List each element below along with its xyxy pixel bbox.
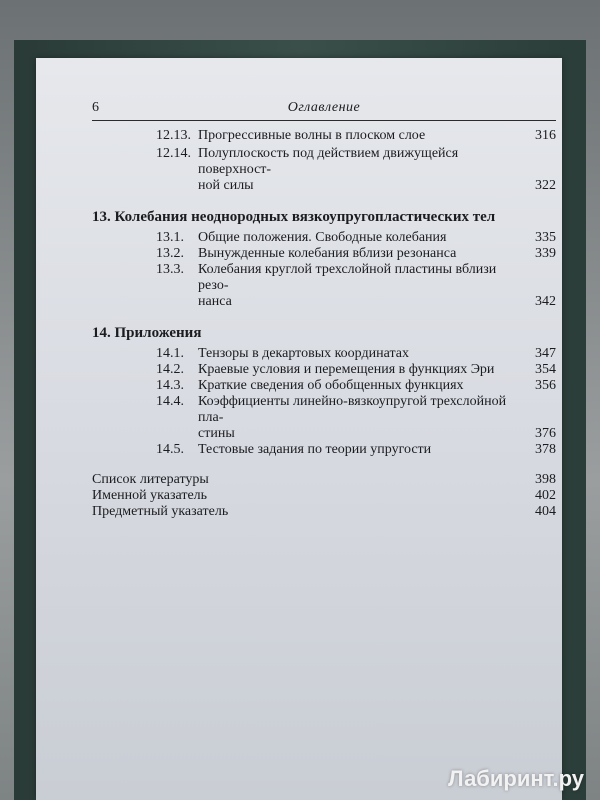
toc-entry-number: 14.5. (156, 442, 184, 457)
toc-entry-bibliography (92, 472, 556, 488)
toc-entry-page: 322 (535, 178, 556, 193)
toc-entry-13-2 (156, 246, 556, 262)
toc-entry-title-line1: Коэффициенты линейно-вязкоупругой трехслойной пла- (198, 394, 507, 425)
toc-entry-title: Именной указатель (92, 488, 208, 503)
toc-entry-14-2 (156, 362, 556, 378)
toc-entry-number: 14.2. (156, 362, 184, 377)
toc-entry-number: 13.3. (156, 262, 184, 277)
toc-entry-title: Предметный указатель (92, 504, 229, 519)
toc-entry-title: Краевые условия и перемещения в функциях Эри (198, 362, 495, 377)
toc-entry-title: Список литературы (92, 472, 209, 487)
toc-entry-page: 354 (535, 362, 556, 377)
toc-entry-subject-index (92, 504, 556, 520)
toc-entry-page: 339 (535, 246, 556, 261)
toc-entry-number: 12.14. (156, 146, 191, 161)
running-title: Оглавление (287, 100, 361, 115)
toc-entry-number: 13.2. (156, 246, 184, 261)
chapter-14-heading (92, 324, 556, 342)
toc-entry-title: Прогрессивные волны в плоском слое (198, 128, 426, 143)
toc-entry-number: 14.4. (156, 394, 184, 409)
toc-entry-page: 347 (535, 346, 556, 361)
toc-entry-page: 402 (535, 488, 556, 503)
toc-entry-page: 398 (535, 472, 556, 487)
toc-entry-title-line2: нанса (198, 294, 232, 309)
toc-entry-title-line2: стины (198, 426, 235, 441)
labirint-watermark (448, 766, 584, 792)
toc-entry-title-line2: ной силы (198, 178, 254, 193)
toc-entry-name-index (92, 488, 556, 504)
toc-entry-title: Тензоры в декартовых координатах (198, 346, 409, 361)
page-number: 6 (92, 100, 99, 115)
toc-entry-14-4 (156, 394, 556, 442)
toc-entry-14-3 (156, 378, 556, 394)
toc-entry-14-5 (156, 442, 556, 458)
toc-entry-title-line1: Полуплоскость под действием движущейся поверхност- (198, 146, 459, 177)
page-header (92, 100, 556, 121)
toc-entry-title: Общие положения. Свободные колебания (198, 230, 447, 245)
toc-entry-number: 14.1. (156, 346, 184, 361)
toc-entry-13-3 (156, 262, 556, 310)
toc-entry-page: 376 (535, 426, 556, 441)
toc-entry-number: 14.3. (156, 378, 184, 393)
toc-entry-page: 356 (535, 378, 556, 393)
chapter-title: 13. Колебания неоднородных вязкоупругопластических тел (92, 209, 496, 225)
toc-entry-12-14 (156, 146, 556, 194)
toc-entry-page: 316 (535, 128, 556, 143)
toc-entry-number: 13.1. (156, 230, 184, 245)
toc-entry-page: 404 (535, 504, 556, 519)
toc-entry-title: Тестовые задания по теории упругости (198, 442, 432, 457)
toc-entry-number: 12.13. (156, 128, 191, 143)
toc-entry-page: 378 (535, 442, 556, 457)
toc-entry-page: 342 (535, 294, 556, 309)
book-page (36, 58, 562, 800)
chapter-13-heading (92, 208, 556, 226)
toc-entry-13-1 (156, 230, 556, 246)
table-of-contents (92, 128, 556, 520)
toc-entry-page: 335 (535, 230, 556, 245)
toc-entry-title: Вынужденные колебания вблизи резонанса (198, 246, 457, 261)
watermark-text: Лабиринт.ру (448, 766, 584, 791)
toc-entry-title-line1: Колебания круглой трехслойной пластины вблизи резо- (198, 262, 497, 293)
toc-entry-title: Краткие сведения об обобщенных функциях (198, 378, 464, 393)
toc-entry-12-13 (156, 128, 556, 144)
toc-entry-14-1 (156, 346, 556, 362)
chapter-title: 14. Приложения (92, 325, 202, 341)
